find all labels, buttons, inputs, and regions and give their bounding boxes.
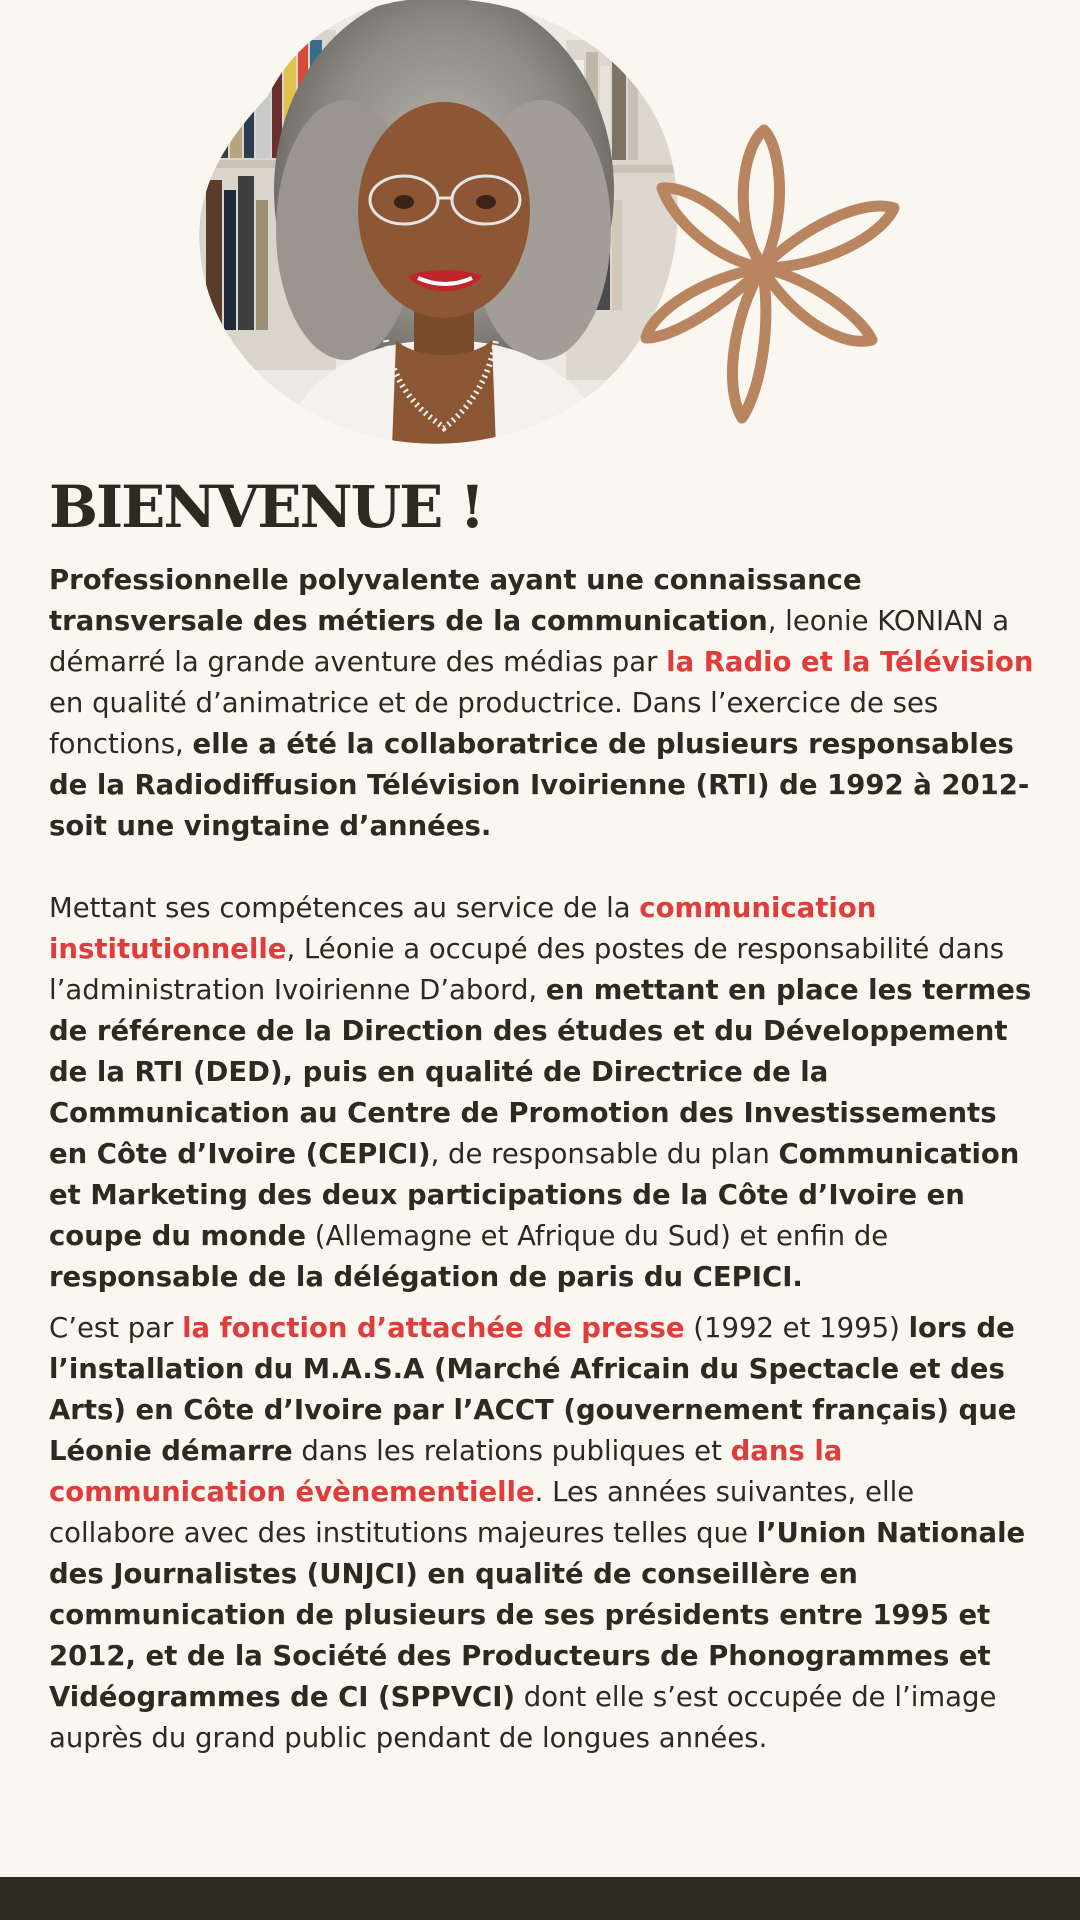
press-unjci-bold: l’Union Nationale des Journalistes (UNJCI) en qualité de conseillère en communication de plusieurs de ses présidents entre 1995 et 2012, et de la Société des Producteurs de Phonogrammes et Vidéogrammes de CI (SPPVCI) [49,1517,1026,1713]
main-content [49,560,1035,1759]
intro-text: en qualité d’animatrice et de productrice. Dans l’exercice de ses fonctions, [49,687,939,760]
institutional-paris-bold: responsable de la délégation de paris du CEPICI. [49,1261,803,1293]
press-text: C’est par [49,1312,183,1344]
intro-lead-bold: Professionnelle polyvalente ayant une connaissance transversale des métiers de la communication [49,564,862,637]
press-text: dont elle s’est occupée de l’image auprès du grand public pendant de longues années. [49,1681,997,1754]
institutional-paragraph [49,888,1035,1298]
press-masa-bold: lors de l’installation du M.A.S.A (Marché Africain du Spectacle et des Arts) en Côte d’Ivoire par l’ACCT (gouvernement français) que Léonie démarre [49,1312,1017,1467]
intro-paragraph [49,560,1035,847]
press-paragraph [49,1308,1035,1759]
footer-bar [0,1877,1080,1920]
institutional-ded-bold: en mettant en place les termes de référence de la Direction des études et du Développement de la RTI (DED), puis en qualité de Directrice de la Communication au Centre de Promotion des Investissements en Côte d’Ivoire (CEPICI) [49,974,1032,1170]
intro-highlight-radio-tv: la Radio et la Télévision [666,646,1034,678]
intro-rti-bold: elle a été la collaboratrice de plusieurs responsables de la Radiodiffusion Télévision Ivoirienne (RTI) de 1992 à 2012-soit une vingtaine d’années. [49,728,1030,842]
intro-text: , leonie KONIAN a démarré la grande aventure des médias par [49,605,1010,678]
institutional-text: , de responsable du plan [430,1138,779,1170]
institutional-highlight: communication institutionnelle [49,892,877,965]
page-title: BIENVENUE ! [49,473,484,541]
flower-decoration-icon [632,118,912,438]
press-highlight-attachee: la fonction d’attachée de presse [182,1312,685,1344]
press-text: . Les années suivantes, elle collabore avec des institutions majeures telles que [49,1476,915,1549]
institutional-worldcup-bold: Communication et Marketing des deux participations de la Côte d’Ivoire en coupe du monde [49,1138,1020,1252]
institutional-text: , Léonie a occupé des postes de responsabilité dans l’administration Ivoirienne D’abord, [49,933,1005,1006]
institutional-text: (Allemagne et Afrique du Sud) et enfin de [305,1220,889,1252]
press-text: (1992 et 1995) [684,1312,909,1344]
hero-section [0,0,1080,460]
institutional-text: Mettant ses compétences au service de la [49,892,640,924]
portrait-image [196,0,692,448]
press-highlight-event: dans la communication évènementielle [49,1435,843,1508]
press-text: dans les relations publiques et [292,1435,731,1467]
